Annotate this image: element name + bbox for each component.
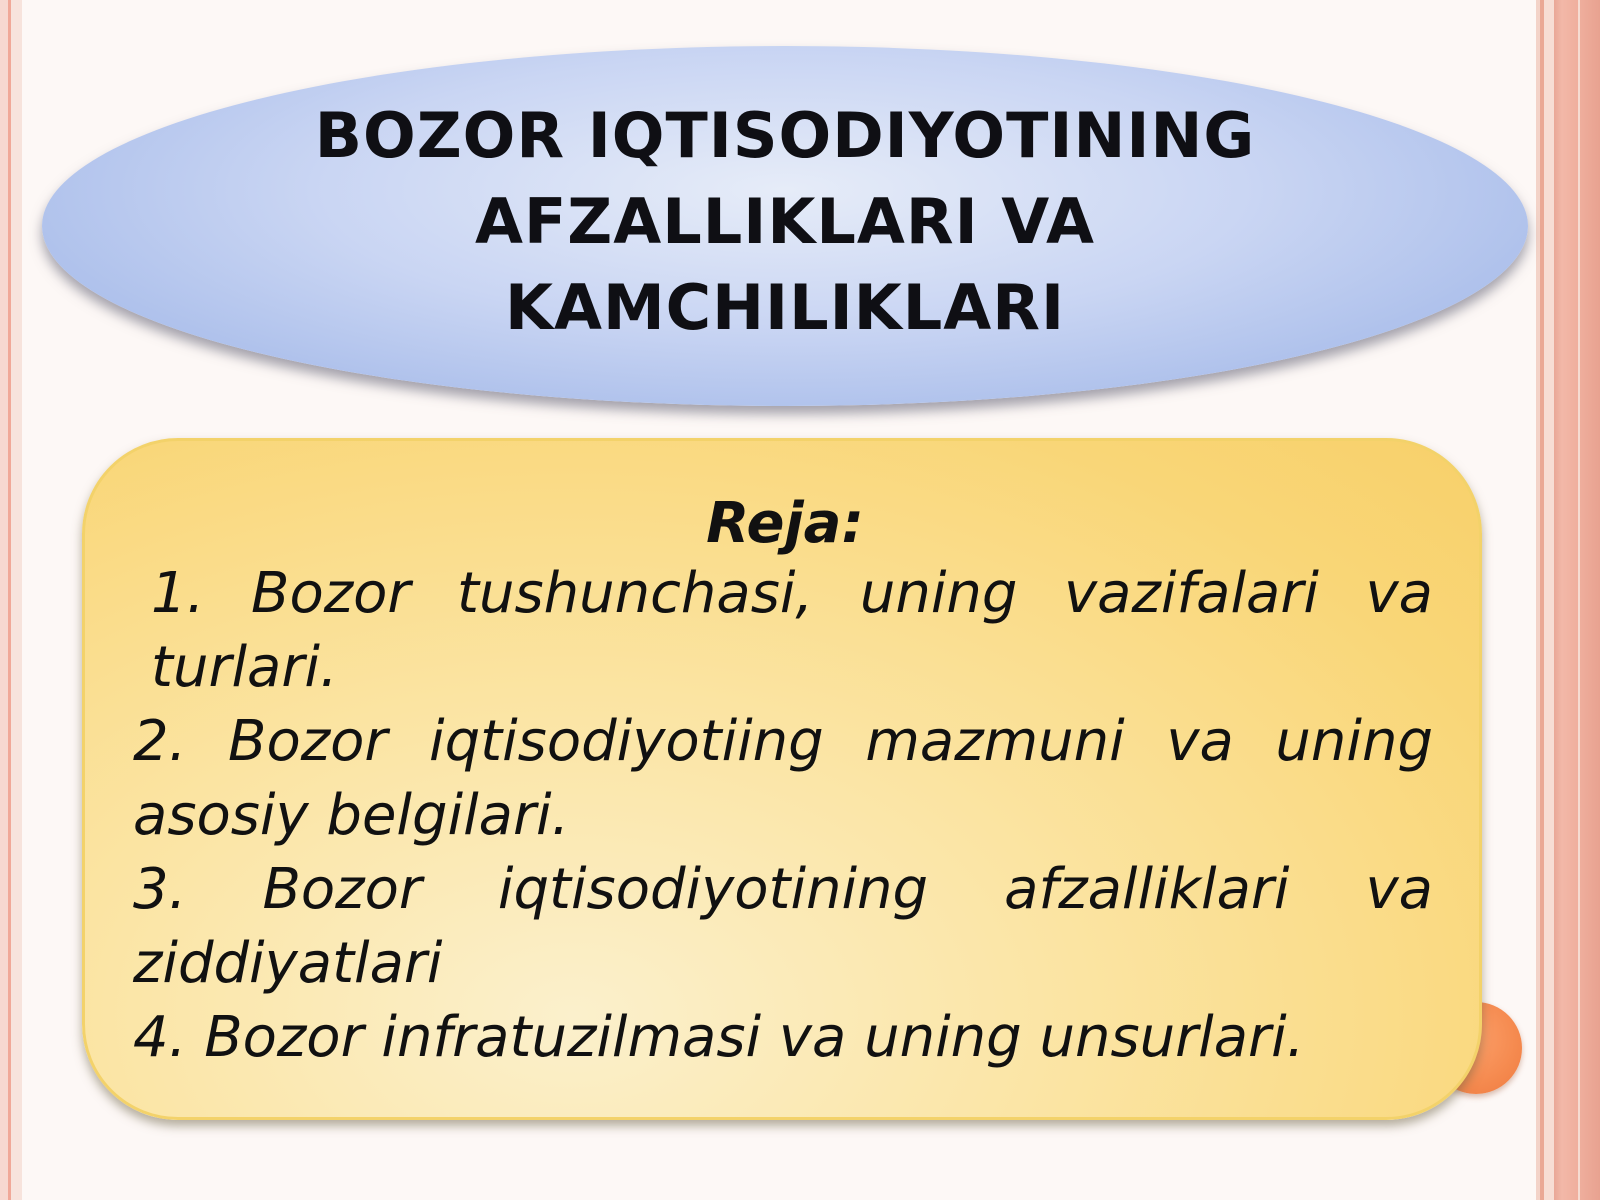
plan-heading: Reja: [706,491,864,556]
plan-item-1: 1. Bozor tushunchasi, uning vazifalari va turlari. [151,561,1433,700]
title-oval [42,46,1528,406]
plan-item-2: 2. Bozor iqtisodiyotiing mazmuni va uning asosiy belgilari. [133,709,1433,848]
right-border-line [1578,0,1580,1200]
plan-box [82,438,1482,1120]
plan-list [133,557,1433,1075]
right-border-decoration [1536,0,1600,1200]
plan-item-4: 4. Bozor infratuzilmasi va uning unsurlari. [133,1005,1305,1070]
left-border-decoration [0,0,22,1200]
plan-item-3: 3. Bozor iqtisodiyotining afzalliklari va ziddiyatlari [133,857,1433,996]
slide-title: BOZOR IQTISODIYOTINING AFZALLIKLARI VA KAMCHILIKLARI [314,99,1256,344]
